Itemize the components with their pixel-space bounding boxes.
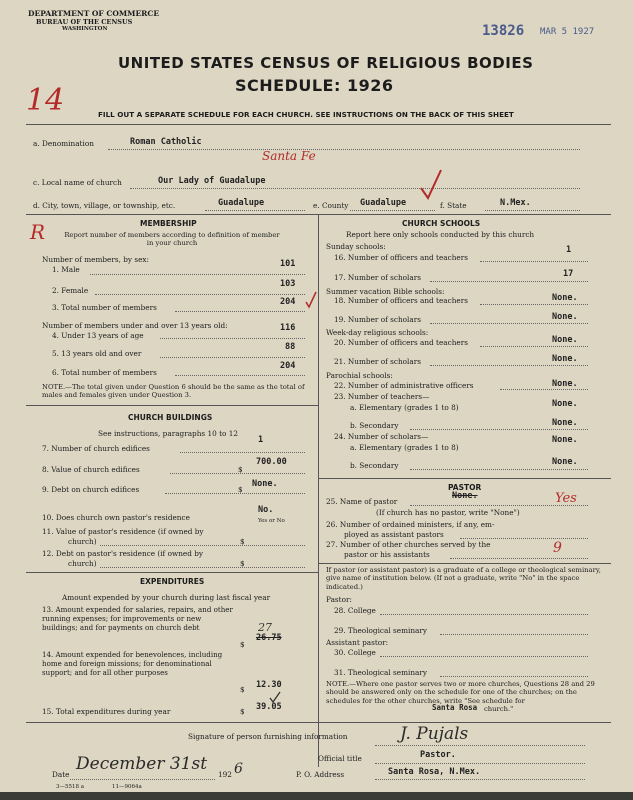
pastor-note-end: church." (484, 705, 514, 713)
city-name: WASHINGTON (62, 26, 108, 32)
q5-label: 5. 13 years old and over (52, 349, 142, 358)
q9-label: 9. Debt on church edifices (42, 485, 140, 494)
fill-line (350, 210, 435, 211)
q4-label: 4. Under 13 years of age (52, 331, 144, 340)
q18-label: 18. Number of officers and teachers (334, 296, 468, 305)
denomination-label: a. Denomination (33, 139, 94, 148)
year-prefix: 192 (218, 770, 232, 779)
q7-label: 7. Number of church edifices (42, 444, 150, 453)
divider (26, 572, 318, 573)
q10-value: No. (258, 505, 274, 515)
fill-line (175, 375, 305, 376)
fill-line (485, 210, 580, 211)
q6-value: 204 (280, 361, 296, 371)
fill-line (430, 323, 588, 324)
by-sex-label: Number of members, by sex: (42, 255, 149, 264)
dollar-sign: $ (238, 485, 243, 494)
q8-value: 700.00 (256, 457, 287, 467)
q27-label-2: pastor or his assistants (344, 550, 430, 559)
q9-value: None. (252, 479, 278, 489)
city-label: d. City, town, village, or township, etc. (33, 201, 176, 210)
q24a-value: None. (552, 435, 578, 445)
q11-label-2: church) (68, 537, 97, 546)
fill-line (380, 614, 588, 615)
expenditures-intro: Amount expended by your church during last fiscal year (62, 593, 271, 602)
q15-value: 39.05 (256, 702, 282, 712)
q13-hand-value: 27 (258, 621, 272, 634)
form-title: UNITED STATES CENSUS OF RELIGIOUS BODIES (118, 54, 534, 72)
q3-label: 3. Total number of members (52, 303, 157, 312)
q13-value: 26.75 (256, 633, 282, 643)
po-label: P. O. Address (296, 770, 345, 779)
fill-line (165, 493, 305, 494)
column-divider (318, 214, 319, 767)
pastor-sub-label: Pastor: (326, 595, 352, 604)
q27-label-1: 27. Number of other churches served by the (326, 540, 491, 549)
q23a-value: None. (552, 399, 578, 409)
fill-line (410, 429, 588, 430)
stamp-number: 13826 (482, 23, 525, 39)
fill-line (480, 261, 588, 262)
instructions-line: FILL OUT A SEPARATE SCHEDULE FOR EACH CHURCH. SEE INSTRUCTIONS ON THE BACK OF THIS SHEET (98, 110, 514, 119)
expenditures-title: EXPENDITURES (140, 577, 205, 586)
fill-line (460, 538, 588, 539)
q27-hand: 9 (553, 540, 562, 556)
q18-value: None. (552, 293, 578, 303)
q3-value: 204 (280, 297, 296, 307)
q16-label: 16. Number of officers and teachers (334, 253, 468, 262)
q26-label-1: 26. Number of ordained ministers, if any, em- (326, 520, 495, 529)
county-value: Guadalupe (360, 198, 407, 208)
membership-title: MEMBERSHIP (140, 219, 197, 228)
q25-sub: (If church has no pastor, write "None") (376, 508, 520, 517)
q15-label: 15. Total expenditures during year (42, 707, 171, 716)
q25-label: 25. Name of pastor (326, 497, 398, 506)
fill-line (130, 188, 580, 189)
schools-title: CHURCH SCHOOLS (402, 219, 481, 228)
fill-line (410, 505, 588, 506)
q1-value: 101 (280, 259, 296, 269)
dollar-sign: $ (240, 685, 245, 694)
buildings-title: CHURCH BUILDINGS (128, 413, 213, 422)
handwritten-mark: R (30, 220, 46, 244)
fill-line (90, 274, 305, 275)
q25-hand: Yes (555, 491, 577, 506)
divider (26, 124, 611, 125)
fill-line (100, 567, 305, 568)
q25-value: None. (452, 491, 478, 501)
scan-edge (0, 792, 633, 800)
dept-name: DEPARTMENT OF COMMERCE (28, 9, 160, 18)
red-check-icon (418, 168, 444, 202)
q23-label: 23. Number of teachers— (334, 392, 430, 401)
q24-label: 24. Number of scholars— (334, 432, 429, 441)
check-icon (268, 690, 282, 704)
q24b-value: None. (552, 457, 578, 467)
fill-line (70, 779, 215, 780)
summer-label: Summer vacation Bible schools: (326, 287, 445, 296)
divider (26, 405, 318, 406)
bureau-name: BUREAU OF THE CENSUS (36, 18, 133, 26)
yes-no-hint: Yes or No (258, 518, 285, 524)
q23b-label: b. Secondary (350, 421, 399, 430)
pastor-title: PASTOR (448, 483, 482, 492)
title-label: Official title (318, 754, 362, 763)
fill-line (160, 338, 305, 339)
fill-line (375, 779, 585, 780)
q17-value: 17 (563, 269, 574, 279)
state-label: f. State (440, 201, 467, 210)
fill-line (375, 763, 585, 764)
fill-line (108, 149, 580, 150)
dollar-sign: $ (240, 640, 245, 649)
q14-value: 12.30 (256, 680, 282, 690)
q1-label: 1. Male (52, 265, 80, 274)
fill-line (180, 452, 305, 453)
q17-label: 17. Number of scholars (334, 273, 421, 282)
denomination-value: Roman Catholic (130, 137, 202, 147)
signature-hand: J. Pujals (400, 724, 469, 744)
fill-line (205, 210, 305, 211)
q6-label: 6. Total number of members (52, 368, 157, 377)
q5-value: 88 (285, 342, 296, 352)
fill-line (440, 634, 588, 635)
q11-label-1: 11. Value of pastor's residence (if owned by (42, 527, 204, 536)
fill-line (480, 304, 588, 305)
q21-value: None. (552, 354, 578, 364)
divider (318, 478, 611, 479)
q21-label: 21. Number of scholars (334, 357, 421, 366)
dollar-sign: $ (240, 559, 245, 568)
parochial-label: Parochial schools: (326, 371, 393, 380)
divider (318, 563, 611, 564)
membership-intro: Report number of members according to definition of member in your church (64, 231, 280, 248)
fill-line (480, 346, 588, 347)
fill-line (375, 745, 585, 746)
q4-value: 116 (280, 323, 296, 333)
fill-line (95, 294, 305, 295)
q20-value: None. (552, 335, 578, 345)
q24b-label: b. Secondary (350, 461, 399, 470)
q2-value: 103 (280, 279, 296, 289)
divider (26, 722, 611, 723)
date-hand: December 31st (76, 754, 208, 774)
q22-label: 22. Number of administrative officers (334, 381, 474, 390)
fill-line (175, 311, 305, 312)
weekday-label: Week-day religious schools: (326, 328, 429, 337)
signature-label: Signature of person furnishing information (188, 732, 348, 741)
q30-label: 30. College (334, 648, 376, 657)
q20-label: 20. Number of officers and teachers (334, 338, 468, 347)
fill-line (440, 676, 588, 677)
dollar-sign: $ (240, 537, 245, 546)
fill-line (170, 473, 305, 474)
q12-label-2: church) (68, 559, 97, 568)
q31-label: 31. Theological seminary (334, 668, 427, 677)
fill-line (430, 365, 588, 366)
dollar-sign: $ (238, 465, 243, 474)
q29-label: 29. Theological seminary (334, 626, 427, 635)
buildings-instr: See instructions, paragraphs 10 to 12 (98, 429, 239, 438)
q19-label: 19. Number of scholars (334, 315, 421, 324)
county-label: e. County (313, 201, 349, 210)
fill-line (410, 469, 588, 470)
local-name-value: Our Lady of Guadalupe (158, 176, 266, 186)
q23a-label: a. Elementary (grades 1 to 8) (350, 403, 459, 412)
fill-line (450, 558, 588, 559)
dollar-sign: $ (240, 707, 245, 716)
q28-label: 28. College (334, 606, 376, 615)
q24a-label: a. Elementary (grades 1 to 8) (350, 443, 459, 452)
local-name-label: c. Local name of church (33, 178, 122, 187)
year-hand: 6 (234, 761, 243, 777)
fill-line (160, 357, 305, 358)
handwritten-diocese: Santa Fe (262, 149, 316, 163)
q13-label: 13. Amount expended for salaries, repairs, and other running expenses; for improvements or new buildings; and for payments on church debt (42, 605, 233, 633)
title-value: Pastor. (420, 750, 456, 760)
q16-value: 1 (566, 245, 572, 255)
footnote-2: 11—9064a (112, 784, 142, 790)
fill-line (500, 389, 588, 390)
q23b-value: None. (552, 418, 578, 428)
fill-line (430, 281, 588, 282)
q19-value: None. (552, 312, 578, 322)
red-check-icon (304, 290, 318, 310)
city-value: Guadalupe (218, 198, 265, 208)
stamp-date: MAR 5 1927 (540, 27, 595, 37)
membership-note: NOTE.—The total given under Question 6 should be the same as the total of males and females given under Question 3. (42, 383, 305, 400)
q12-label-1: 12. Debt on pastor's residence (if owned by (42, 549, 204, 558)
q8-label: 8. Value of church edifices (42, 465, 140, 474)
schools-intro: Report here only schools conducted by this church (346, 230, 535, 239)
graduate-instructions: If pastor (or assistant pastor) is a graduate of a college or theological seminary, give name of institution below. (If not a graduate, write "No" in the space indicated.) (326, 566, 601, 591)
fill-line (380, 656, 588, 657)
age-label: Number of members under and over 13 years old: (42, 321, 228, 330)
pastor-note-typed: Santa Rosa (432, 703, 478, 712)
q22-value: None. (552, 379, 578, 389)
footnote-1: 3—5518 a (56, 784, 85, 790)
sunday-label: Sunday schools: (326, 242, 386, 251)
schedule-title: SCHEDULE: 1926 (235, 76, 394, 95)
q26-label-2: ployed as assistant pastors (344, 530, 444, 539)
handwritten-number: 14 (26, 83, 65, 118)
fill-line (100, 545, 305, 546)
q10-label: 10. Does church own pastor's residence (42, 513, 190, 522)
q14-label: 14. Amount expended for benevolences, including home and foreign missions; for denominational support; and for all other purposes (42, 650, 223, 678)
q2-label: 2. Female (52, 286, 89, 295)
date-label: Date (52, 770, 70, 779)
pastor-note: NOTE.—Where one pastor serves two or more churches, Questions 28 and 29 should be answered only on the schedule for one of the churches; on the schedules for the other churches, write "See schedule for (326, 680, 595, 705)
q7-value: 1 (258, 435, 264, 445)
po-value: Santa Rosa, N.Mex. (388, 767, 481, 777)
assistant-label: Assistant pastor: (326, 638, 389, 647)
state-value: N.Mex. (500, 198, 531, 208)
